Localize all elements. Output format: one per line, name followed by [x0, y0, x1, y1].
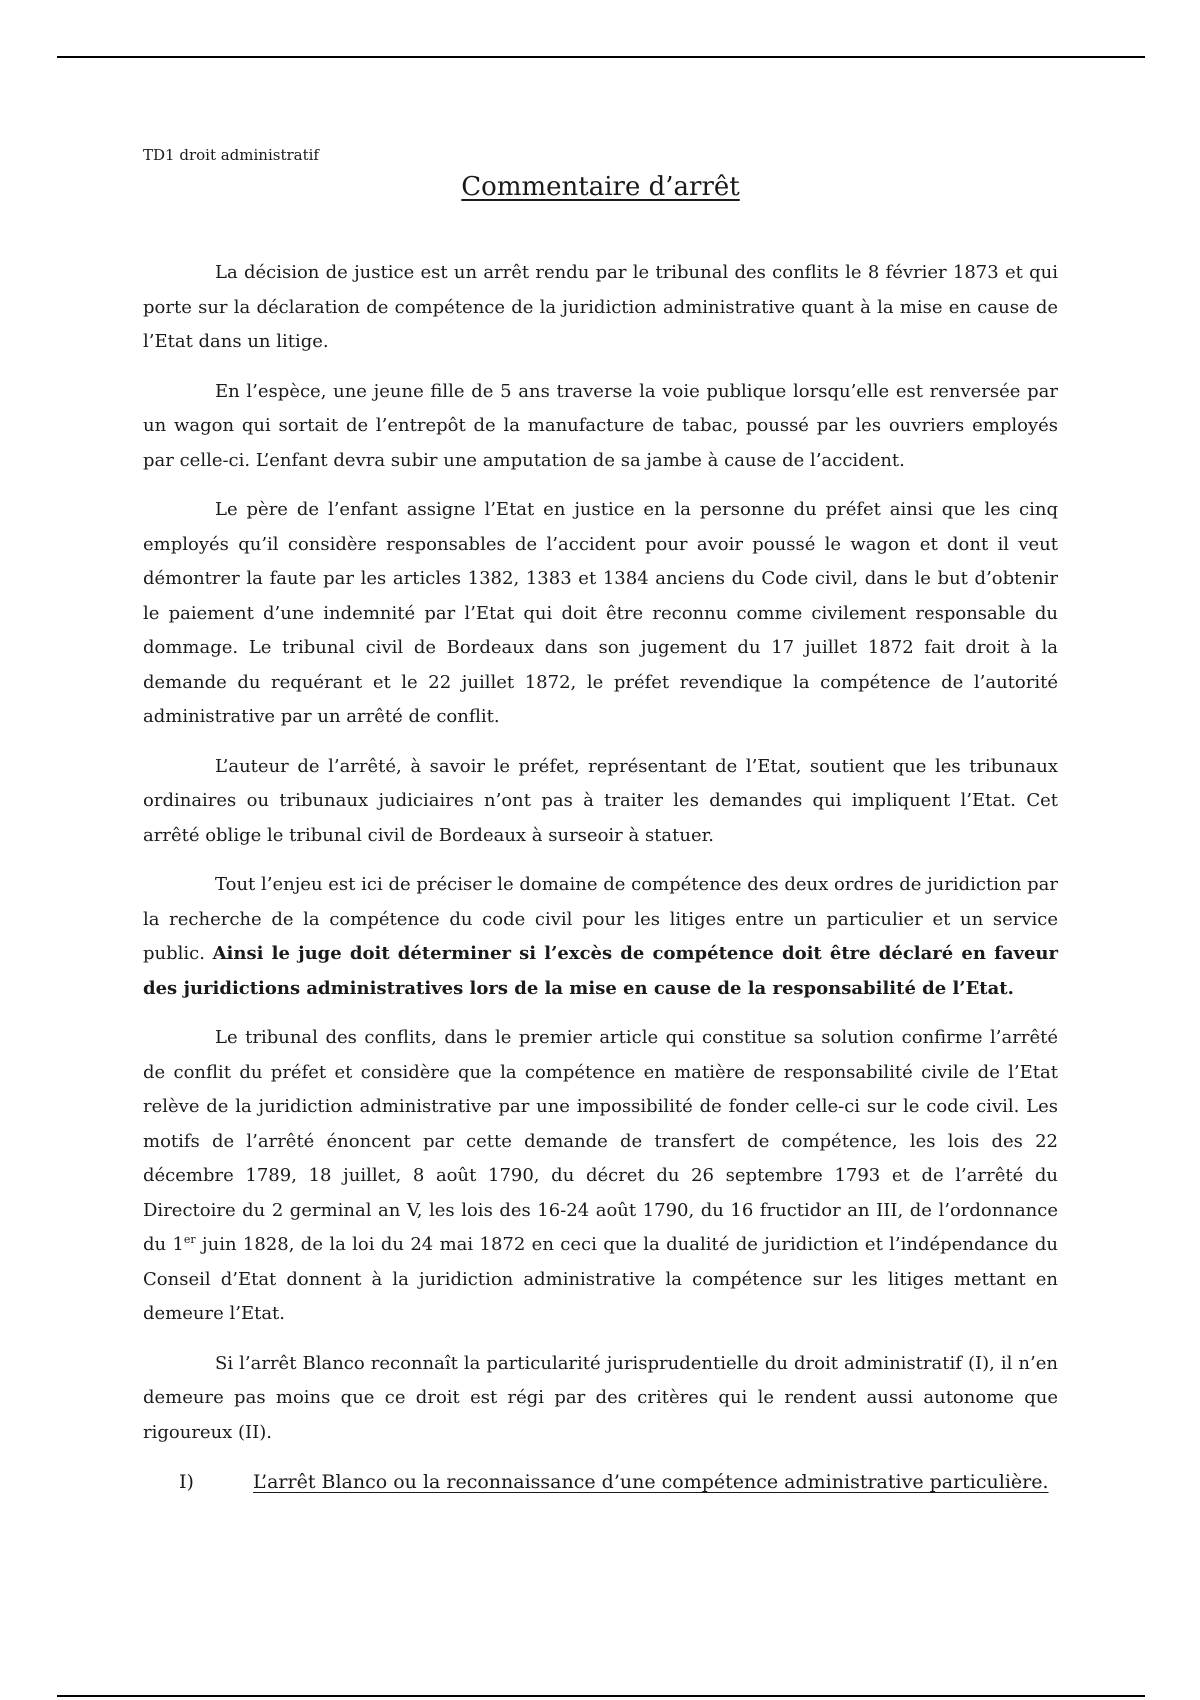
- paragraph-introduction: La décision de justice est un arrêt rendu par le tribunal des conflits le 8 février 1873 et qui porte sur la déclaration de compétence de la juridiction administrative quant à la mise en cause de l’Etat dans un litige.: [143, 262, 1058, 352]
- paragraph-procedure: Le père de l’enfant assigne l’Etat en justice en la personne du préfet ainsi que les cinq employés qu’il considère responsables de l’accident pour avoir poussé le wagon et dont il veut démontrer la faute par les articles 1382, 1383 et 1384 anciens du Code civil, dans le but d’obtenir le paiement d’une indemnité par l’Etat qui doit être reconnu comme civilement responsable du dommage. Le tribunal civil de Bordeaux dans son jugement du 17 juillet 1872 fait droit à la demande du requérant et le 22 juillet 1872, le préfet revendique la compétence de l’autorité administrative par un arrêté de conflit.: [143, 499, 1058, 727]
- stakes-text: Tout l’enjeu est ici de préciser le domaine de compétence des deux ordres de juridiction par la recherche de la compétence du code civil pour les litiges entre un particulier et un service public.: [143, 874, 1058, 964]
- solution-text-part-1: Le tribunal des conflits, dans le premier article qui constitue sa solution confirme l’arrêté de conflit du préfet et considère que la compétence en matière de responsabilité civile de l’Etat relève de la juridiction administrative par une impossibilité de fonder celle-ci sur le code civil. Les motifs de l’arrêté énoncent par cette demande de transfert de compétence, les lois des 22 décembre 1789, 18 juillet, 8 août 1790, du décret du 26 septembre 1793 et de l’arrêté du Directoire du 2 germinal an V, les lois des 16-24 août 1790, du 16 fructidor an III, de l’ordonnance du 1: [143, 1027, 1058, 1255]
- paragraph-facts: En l’espèce, une jeune fille de 5 ans traverse la voie publique lorsqu’elle est renversée par un wagon qui sortait de l’entrepôt de la manufacture de tabac, poussé par les ouvriers employés par celle-ci. L’enfant devra subir une amputation de sa jambe à cause de l’accident.: [143, 380, 1058, 471]
- paragraph-legal-question: [143, 868, 1058, 1006]
- top-rule: [57, 56, 1145, 58]
- legal-question-bold: Ainsi le juge doit déterminer si l’excès de compétence doit être déclaré en faveur des juridictions administratives lors de la mise en cause de la responsabilité de l’Etat.: [143, 943, 1058, 999]
- document-page: [143, 146, 1058, 1499]
- document-title: Commentaire d’arrêt: [461, 172, 740, 202]
- solution-text-part-2: juin 1828, de la loi du 24 mai 1872 en ceci que la dualité de juridiction et l’indépendance du Conseil d’Etat donnent à la juridiction administrative la compétence sur les litiges mettant en demeure l’Etat.: [143, 1234, 1058, 1324]
- bottom-rule: [57, 1695, 1145, 1697]
- document-header-label: TD1 droit administratif: [143, 146, 319, 164]
- ordinal-superscript: er: [183, 1233, 196, 1246]
- section-number: I): [179, 1471, 194, 1493]
- document-body: [143, 256, 1058, 1499]
- paragraph-solution: [143, 1021, 1058, 1332]
- paragraph-claims: L’auteur de l’arrêté, à savoir le préfet, représentant de l’Etat, soutient que les tribunaux ordinaires ou tribunaux judiciaires n’ont pas à traiter les demandes qui impliquent l’Etat. Cet arrêté oblige le tribunal civil de Bordeaux à surseoir à statuer.: [143, 755, 1058, 846]
- section-heading-text: L’arrêt Blanco ou la reconnaissance d’une compétence administrative particulière.: [253, 1471, 1049, 1493]
- section-heading-1: [143, 1465, 1058, 1499]
- paragraph-plan: Si l’arrêt Blanco reconnaît la particularité jurisprudentielle du droit administratif (I), il n’en demeure pas moins que ce droit est régi par des critères qui le rendent aussi autonome que rigoureux (II).: [143, 1352, 1058, 1443]
